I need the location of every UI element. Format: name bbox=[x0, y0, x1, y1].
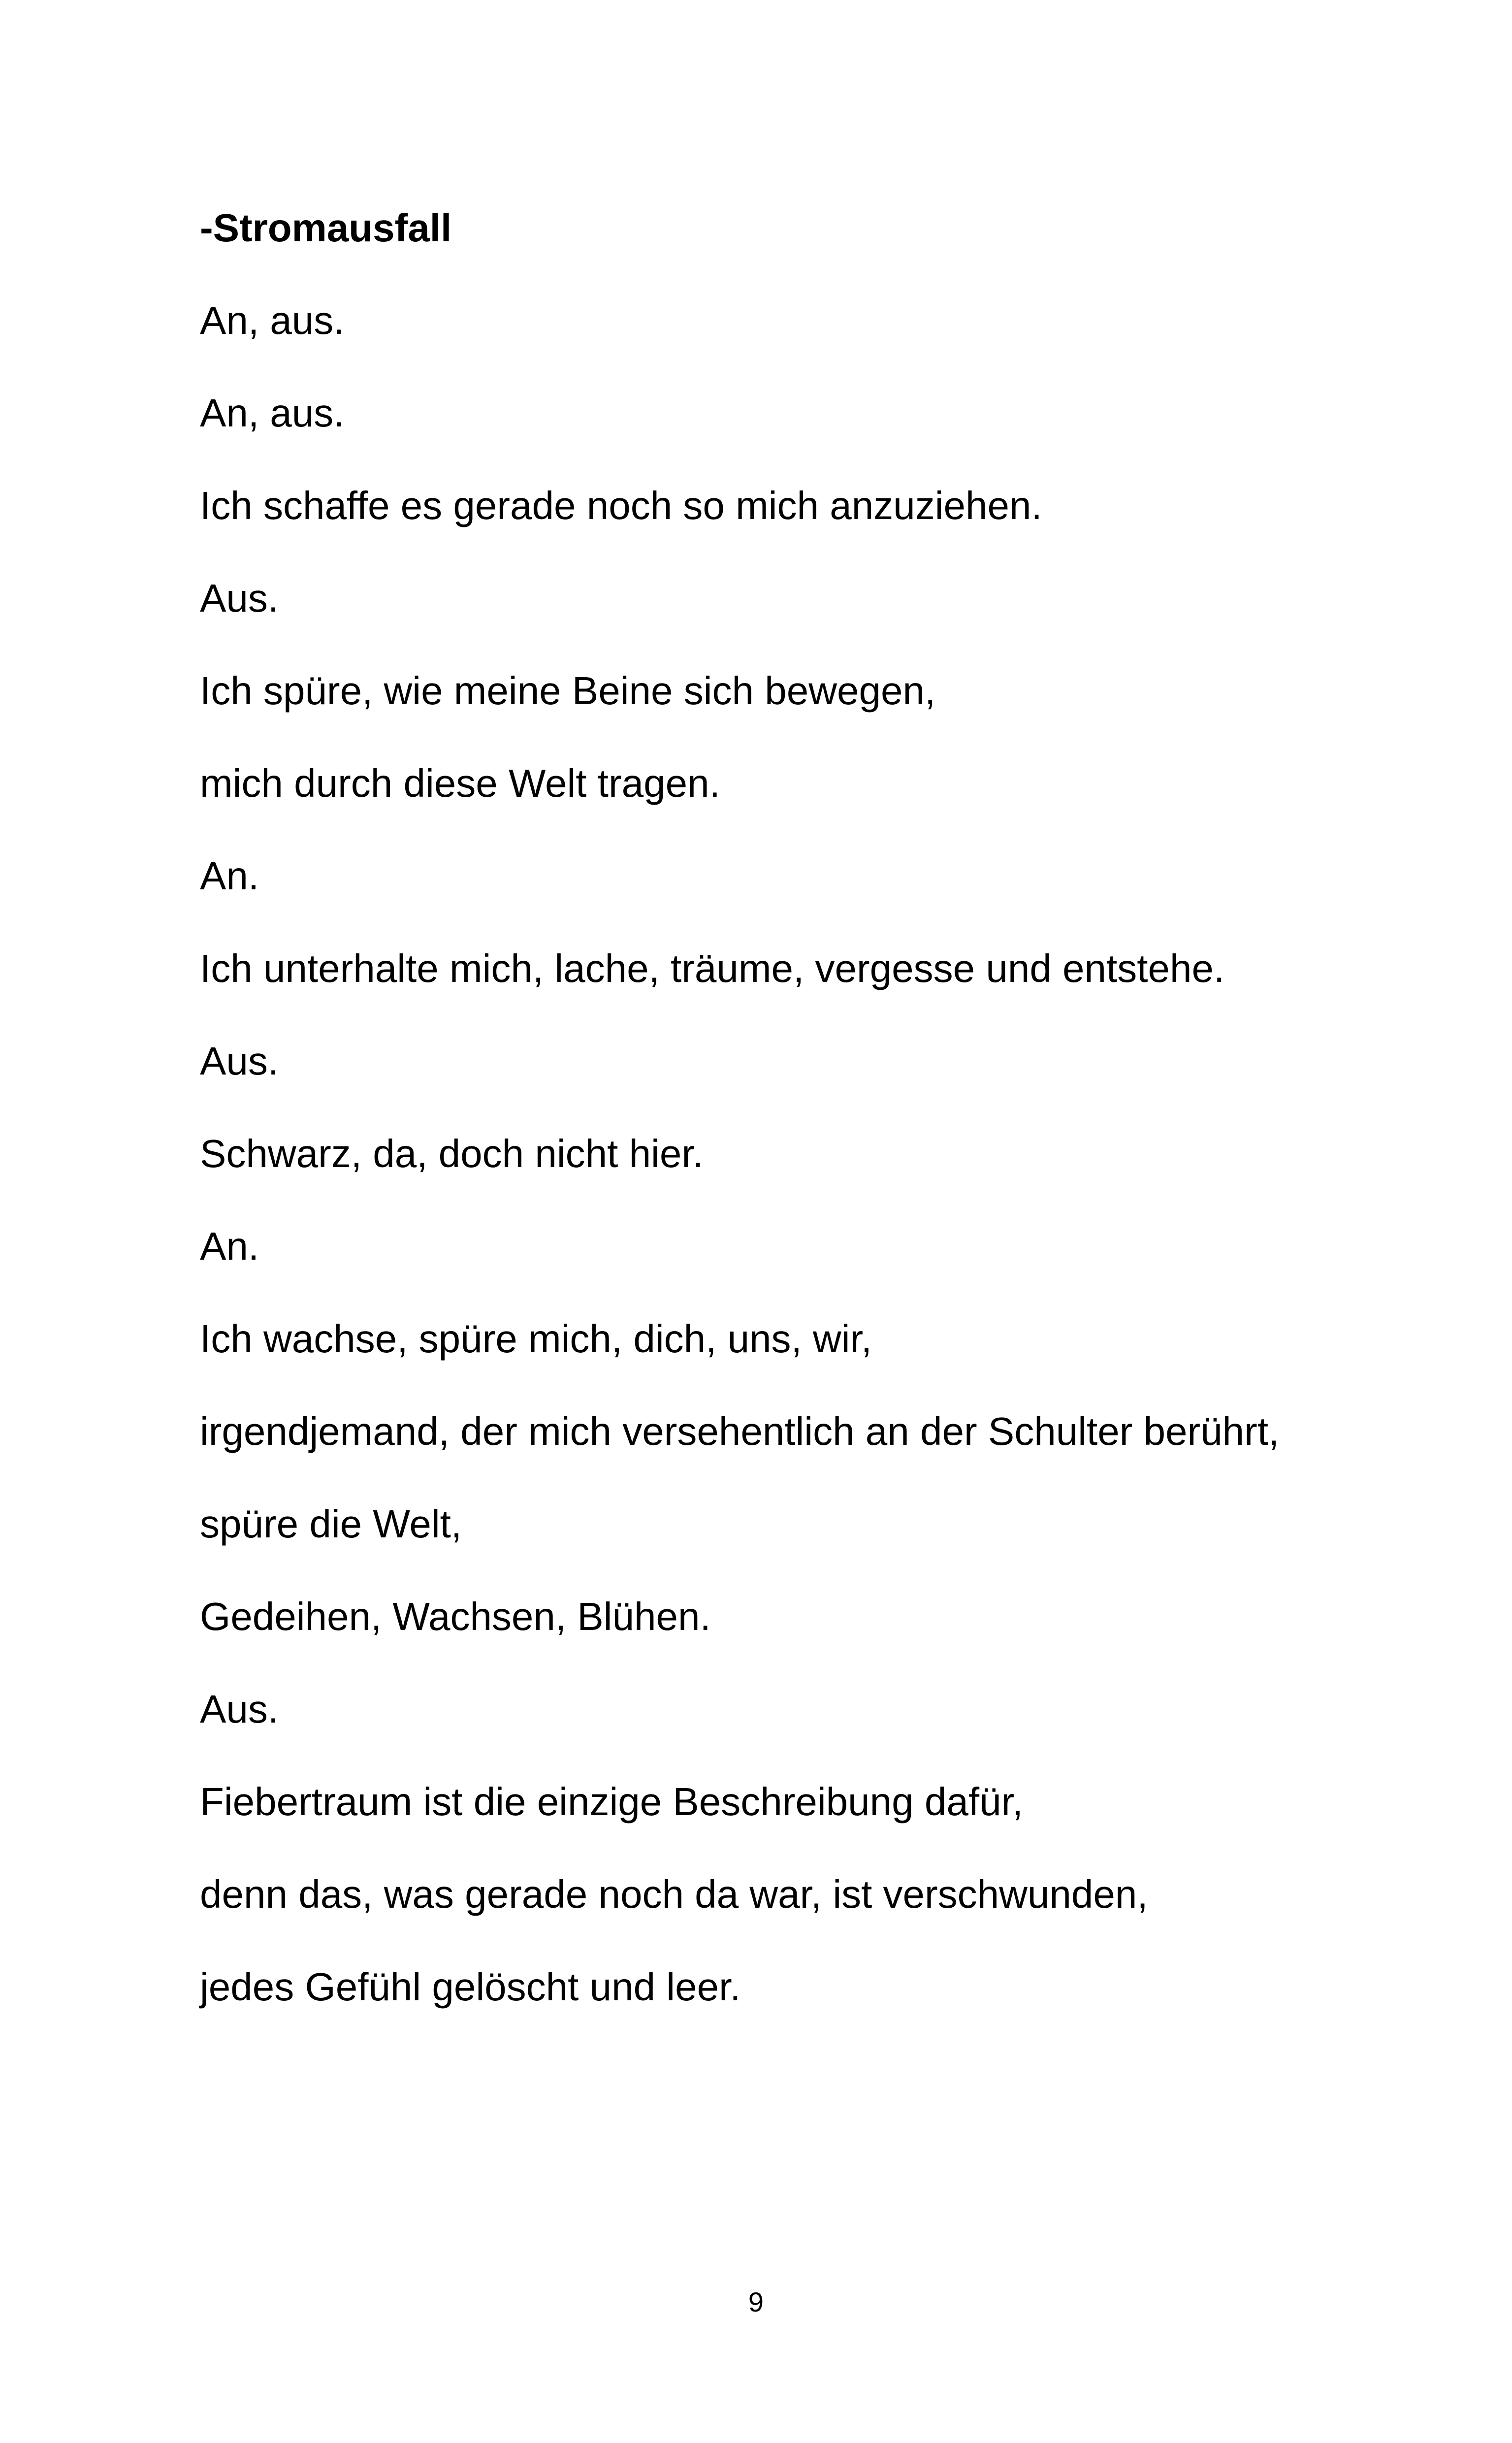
poem-line: An. bbox=[200, 1224, 259, 1268]
poem-line: mich durch diese Welt tragen. bbox=[200, 761, 720, 805]
poem-line: Fiebertraum ist die einzige Beschreibung dafür, bbox=[200, 1780, 1024, 1824]
poem-line: An, aus. bbox=[200, 298, 345, 342]
poem-line: An, aus. bbox=[200, 391, 345, 435]
poem-line: Aus. bbox=[200, 1687, 279, 1731]
poem-title: -Stromausfall bbox=[200, 206, 452, 250]
poem-line: Schwarz, da, doch nicht hier. bbox=[200, 1132, 704, 1175]
poem-line: Ich wachse, spüre mich, dich, uns, wir, bbox=[200, 1317, 872, 1361]
poem-line: spüre die Welt, bbox=[200, 1502, 462, 1546]
poem-line: Aus. bbox=[200, 576, 279, 620]
poem-line: irgendjemand, der mich versehentlich an der Schulter berührt, bbox=[200, 1409, 1280, 1453]
poem-body bbox=[200, 197, 1313, 2049]
poem-line: Gedeihen, Wachsen, Blühen. bbox=[200, 1595, 711, 1638]
poem-line: Ich schaffe es gerade noch so mich anzuziehen. bbox=[200, 484, 1042, 527]
poem-line: denn das, was gerade noch da war, ist verschwunden, bbox=[200, 1872, 1148, 1916]
poem-line: Ich unterhalte mich, lache, träume, vergesse und entstehe. bbox=[200, 946, 1225, 990]
poem-line: Aus. bbox=[200, 1039, 279, 1083]
page-number: 9 bbox=[748, 2286, 764, 2317]
poem-line: jedes Gefühl gelöscht und leer. bbox=[200, 1965, 741, 2009]
poem-line: Ich spüre, wie meine Beine sich bewegen, bbox=[200, 669, 936, 713]
poem-line: An. bbox=[200, 854, 259, 898]
